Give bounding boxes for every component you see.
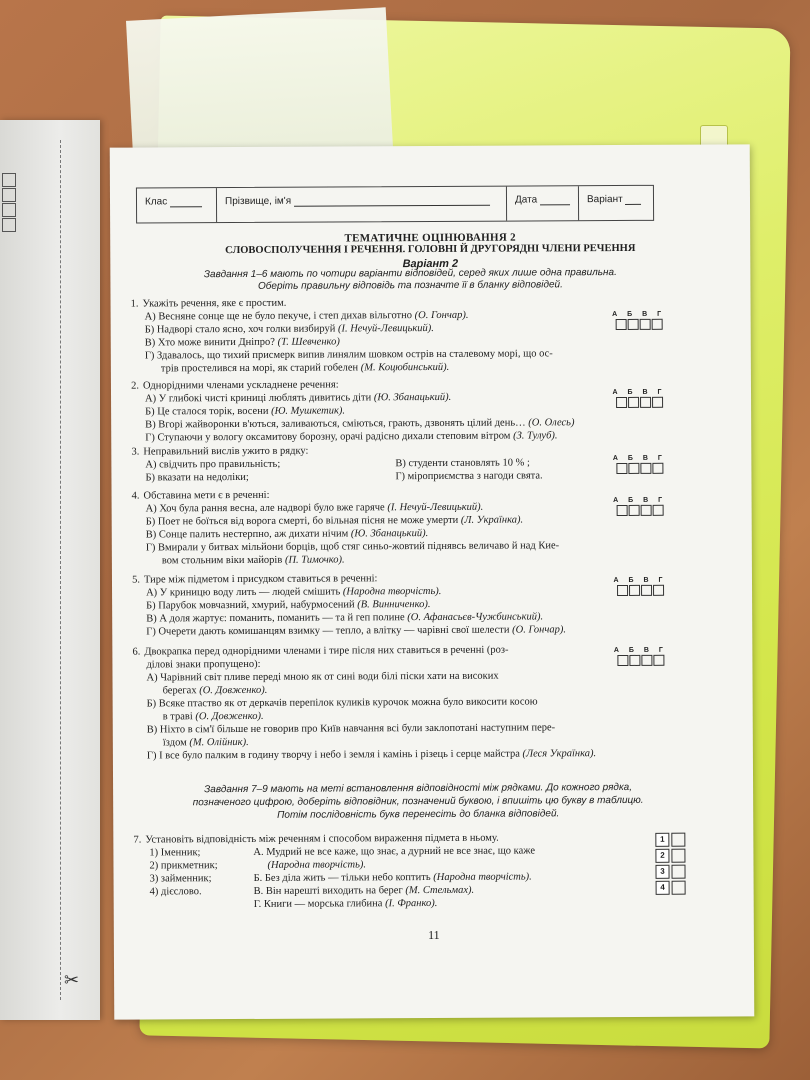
answer-boxes xyxy=(612,497,668,516)
answer-checkbox[interactable] xyxy=(640,463,651,474)
answer-checkboxes xyxy=(611,397,667,408)
matching-text: Г. Книги — морська глибина xyxy=(253,898,386,910)
answer-checkbox[interactable] xyxy=(652,505,663,516)
matching-table-row xyxy=(655,865,685,879)
scissors-icon: ✂ xyxy=(64,970,80,991)
matching-source: (Народна творчість). xyxy=(267,859,367,871)
answer-option xyxy=(146,623,667,639)
answer-checkbox[interactable] xyxy=(653,585,664,596)
answer-letters: А Б В Г xyxy=(612,454,666,463)
matching-text: Б. Без діла жить — тільки небо коптить xyxy=(253,871,434,884)
question-number: 5. xyxy=(132,574,141,586)
answer-option: Б) вказати на недоліки; xyxy=(145,471,249,484)
matching-row-number: 2 xyxy=(655,849,669,863)
question-number: 7. xyxy=(133,834,142,846)
answer-checkbox[interactable] xyxy=(629,655,640,666)
question-1 xyxy=(121,295,666,376)
date-label: Дата xyxy=(514,194,538,206)
answer-checkbox[interactable] xyxy=(616,463,627,474)
answer-checkbox[interactable] xyxy=(617,655,628,666)
answer-boxes xyxy=(612,577,668,596)
option-text: берегах xyxy=(162,685,200,697)
question-text-continued: ділові знаки пропущено): xyxy=(146,658,261,671)
option-text: Б) Поет не боїться від ворога смерті, бо вільная пісня не може умерти xyxy=(145,514,461,528)
matching-answer-cell[interactable] xyxy=(671,849,685,863)
option-source: (І. Нечуй-Левицький). xyxy=(387,501,484,514)
match-instruction-line-1: Завдання 7–9 мають на меті встановлення відповідності між рядками. До кожного рядка, xyxy=(204,781,633,796)
matching-left-item: 3) займенник; xyxy=(149,873,212,885)
page-number: 11 xyxy=(428,927,440,943)
option-text: Г) Очерети дають комишанцям взимку — тепло, а влітку — чарівні свої шелести xyxy=(146,624,513,638)
question-4 xyxy=(122,487,667,568)
option-source: (Ю. Збанацький). xyxy=(350,528,429,540)
matching-row-number: 4 xyxy=(656,881,670,895)
matching-answer-cell[interactable] xyxy=(671,833,685,847)
answer-letters: А Б В Г xyxy=(612,388,666,397)
question-text: Укажіть речення, яке є простим. xyxy=(142,297,287,310)
answer-option xyxy=(161,360,666,376)
matching-row-number: 1 xyxy=(655,833,669,847)
option-text: Г) І все було палким в годину творчу і небо і земля і камінь і різець і серце майстра xyxy=(146,748,523,762)
matching-answer-cell[interactable] xyxy=(671,865,685,879)
option-source: (Л. Українка). xyxy=(460,514,524,526)
answer-checkbox[interactable] xyxy=(617,585,628,596)
option-text: В) Вгорі жайворонки в'ються, заливаються, сміються, грають, дзвонять цілий день… xyxy=(145,417,529,431)
option-text: А) Чарівний світ пливе переді мною як от сині води білі піски хати на високих xyxy=(146,670,499,684)
matching-left-item: 4) дієслово. xyxy=(149,886,202,898)
question-number: 3. xyxy=(131,446,140,458)
option-source: (О. Афанасьєв-Чужбинський). xyxy=(407,611,544,624)
worksheet-page xyxy=(110,144,755,1019)
class-field[interactable] xyxy=(170,196,202,207)
question-text: Неправильний вислів ужито в рядку: xyxy=(143,445,309,458)
option-source: (Т. Шевченко) xyxy=(277,336,340,348)
answer-letters: А Б В Г xyxy=(613,496,667,505)
matching-left-item: 1) Іменник; xyxy=(149,847,201,859)
matching-source: (М. Стельмах). xyxy=(405,884,475,897)
answer-checkbox[interactable] xyxy=(652,463,663,474)
matching-table-row xyxy=(655,849,685,863)
option-source: (Леся Українка). xyxy=(522,748,597,760)
option-text: В) А доля жартує: поманить, поманить — та й геп полине xyxy=(146,612,408,625)
question-number: 1. xyxy=(130,298,139,310)
option-text: В) Ніхто в сім'ї більше не говорив про Київ навчання всі були заклопотані наступним пере- xyxy=(146,722,556,736)
matching-answer-cell[interactable] xyxy=(672,881,686,895)
answer-checkboxes xyxy=(611,319,667,330)
option-source: (Ю. Збанацький). xyxy=(373,391,452,404)
option-source: (Ю. Мушкетик). xyxy=(271,405,346,417)
option-source: (О. Гончар). xyxy=(512,624,566,636)
variant-field[interactable] xyxy=(625,194,641,205)
answer-checkbox[interactable] xyxy=(615,319,626,330)
page-subtitle: СЛОВОСПОЛУЧЕННЯ І РЕЧЕННЯ. ГОЛОВНІ Й ДРУГОРЯДНІ ЧЛЕНИ РЕЧЕННЯ xyxy=(225,242,636,257)
match-instruction-line-3: Потім послідовність букв перенесіть до бланка відповідей. xyxy=(277,808,560,821)
question-number: 2. xyxy=(131,380,139,392)
answer-columns xyxy=(145,456,666,485)
answer-checkbox[interactable] xyxy=(639,319,650,330)
matching-table-row xyxy=(656,881,686,895)
answer-option: Г) міроприємства з нагоди свята. xyxy=(395,470,543,483)
question-3 xyxy=(121,443,666,485)
question-text: Двокрапка перед однорідними членами і тире після них ставиться в реченні (роз- xyxy=(144,644,509,658)
answer-option: В) студенти становлять 10 % ; xyxy=(395,457,530,470)
answer-option xyxy=(147,747,668,763)
left-answer-boxes xyxy=(2,172,16,233)
name-field[interactable] xyxy=(294,195,490,207)
question-2 xyxy=(121,377,666,445)
matching-left-item: 2) прикметник; xyxy=(149,860,218,872)
name-cell xyxy=(217,187,507,223)
answer-checkboxes xyxy=(612,585,668,596)
name-label: Прізвище, ім'я xyxy=(224,195,292,208)
option-text: їздом xyxy=(162,737,190,749)
option-source: (М. Олійник). xyxy=(189,736,249,749)
answer-checkbox[interactable] xyxy=(616,505,627,516)
matching-left-column xyxy=(149,846,253,912)
answer-option xyxy=(162,552,667,568)
option-text: А) Хоч була рання весна, але надворі було вже гаряче xyxy=(145,502,388,515)
answer-checkbox[interactable] xyxy=(616,397,627,408)
date-cell xyxy=(507,186,579,220)
matching-table-row xyxy=(655,833,685,847)
option-text: Б) Всяке птаство як от деркачів перепілок куликів курочок можна було викосити косою xyxy=(146,696,538,710)
option-text: Б) Парубок мовчазний, хмурий, набурмосений xyxy=(146,599,358,612)
matching-right-item xyxy=(254,896,654,911)
answer-letters: А Б В Г xyxy=(613,576,667,585)
answer-column xyxy=(395,456,645,483)
option-text: в траві xyxy=(162,711,196,723)
option-text: Г) Здавалось, що тихий присмерк випив линялим шовком острів на сталевому морі, що ос- xyxy=(144,348,553,362)
answer-checkbox[interactable] xyxy=(629,585,640,596)
student-header xyxy=(136,185,654,224)
matching-source: (І. Франко). xyxy=(385,897,438,910)
option-text: Б) Надворі стало ясно, хоч голки визбируй xyxy=(144,323,338,336)
option-text: Г) Вмирали у битвах мільйони борців, щоб стяг синьо-жовтий піднявсь величаво й над Кие- xyxy=(145,540,560,554)
answer-boxes xyxy=(611,311,667,330)
matching-text: В. Він нарешті виходить на берег xyxy=(253,885,406,897)
class-label: Клас xyxy=(144,196,168,208)
question-text: Однорідними членами ускладнене речення: xyxy=(142,379,339,392)
option-source: (З. Тулуб). xyxy=(513,430,558,442)
option-source: (Народна творчість). xyxy=(342,585,442,598)
answer-checkbox[interactable] xyxy=(640,505,651,516)
option-source: (П. Тимочко). xyxy=(284,554,345,566)
answer-checkbox[interactable] xyxy=(641,585,652,596)
option-source: (І. Нечуй-Левицький). xyxy=(337,322,434,335)
question-7 xyxy=(123,831,663,912)
matching-source: (Народна творчість). xyxy=(433,871,532,883)
option-source: (О. Гончар). xyxy=(414,309,469,322)
option-text: А) Весняне сонце ще не було пекуче, і степ дихав вільготно xyxy=(144,310,415,323)
option-text: А) У криницю воду лить — людей смішить xyxy=(146,586,343,599)
question-text: Тире між підметом і присудком ставиться в реченні: xyxy=(143,573,378,586)
option-text: Б) Це сталося торік, восени xyxy=(145,405,272,418)
answer-checkboxes xyxy=(612,505,668,516)
answer-checkbox[interactable] xyxy=(627,319,638,330)
option-text: Г) Ступаючи у вологу оксамитову борозну, орачі радісно дихали степовим вітром xyxy=(145,430,514,444)
question-number: 6. xyxy=(132,646,141,658)
option-source: (О. Довженко). xyxy=(199,684,268,697)
match-instruction-line-2: позначеного цифрою, доберіть відповідник, позначений буквою, і впишіть цю букву в таблицю. xyxy=(192,794,644,809)
page-title: ТЕМАТИЧНЕ ОЦІНЮВАННЯ 2 xyxy=(344,231,516,245)
option-source: (М. Коцюбинський). xyxy=(360,361,450,374)
matching-instructions xyxy=(153,781,683,823)
answer-checkbox[interactable] xyxy=(651,319,662,330)
instruction-line-2: Оберіть правильну відповідь та позначте її в бланку відповідей. xyxy=(257,279,563,292)
question-text: Обставина мети є в реченні: xyxy=(143,489,270,502)
date-field[interactable] xyxy=(540,194,570,205)
matching-grid xyxy=(149,844,663,912)
option-source: (О. Олесь) xyxy=(528,417,575,429)
instructions xyxy=(150,267,670,294)
option-source: (В. Винниченко). xyxy=(357,599,431,611)
cut-line xyxy=(60,140,61,1000)
class-cell xyxy=(137,188,217,222)
matching-answer-table xyxy=(655,833,685,897)
variant-label: Варіант xyxy=(586,193,623,206)
answer-checkbox[interactable] xyxy=(628,397,639,408)
answer-checkbox[interactable] xyxy=(653,655,664,666)
option-source: (О. Довженко). xyxy=(195,710,264,723)
answer-option xyxy=(145,429,666,445)
variant-heading: Варіант 2 xyxy=(402,257,459,271)
answer-option: А) свідчить про правильність; xyxy=(145,458,281,471)
answer-checkboxes xyxy=(611,463,667,474)
answer-checkbox[interactable] xyxy=(652,397,663,408)
answer-letters: А Б В Г xyxy=(612,310,666,319)
instruction-line-1: Завдання 1–6 мають по чотири варіанти відповідей, серед яких лише одна правильна. xyxy=(203,267,617,281)
answer-checkbox[interactable] xyxy=(628,505,639,516)
option-text: В) Сонце палить нестерпно, аж дихати нічим xyxy=(145,528,351,541)
answer-column xyxy=(145,457,395,484)
option-text: А) У глибокі чисті криниці люблять дивитись діти xyxy=(145,392,374,405)
answer-checkbox[interactable] xyxy=(641,655,652,666)
option-text: трів простелився на морі, як старий гобелен xyxy=(160,362,361,375)
question-6 xyxy=(122,643,668,763)
answer-checkbox[interactable] xyxy=(640,397,651,408)
matching-right-column xyxy=(253,844,653,911)
answer-boxes xyxy=(611,455,667,474)
question-number: 4. xyxy=(131,490,140,502)
answer-boxes xyxy=(611,389,667,408)
variant-cell xyxy=(579,186,653,220)
question-text: Установіть відповідність між реченням і способом вираження підмета в ньому. xyxy=(145,832,499,846)
answer-boxes xyxy=(612,647,668,666)
answer-checkbox[interactable] xyxy=(628,463,639,474)
answer-letters: А Б В Г xyxy=(613,646,667,655)
matching-text: А. Мудрий не все каже, що знає, а дурний не все знає, що каже xyxy=(253,845,536,858)
option-text: вом стольним віки майорів xyxy=(161,554,285,567)
option-text: В) Хто може винити Дніпро? xyxy=(144,336,278,349)
matching-row-number: 3 xyxy=(655,865,669,879)
question-5 xyxy=(122,571,667,639)
left-book-page xyxy=(0,120,100,1020)
answer-checkboxes xyxy=(612,655,668,666)
